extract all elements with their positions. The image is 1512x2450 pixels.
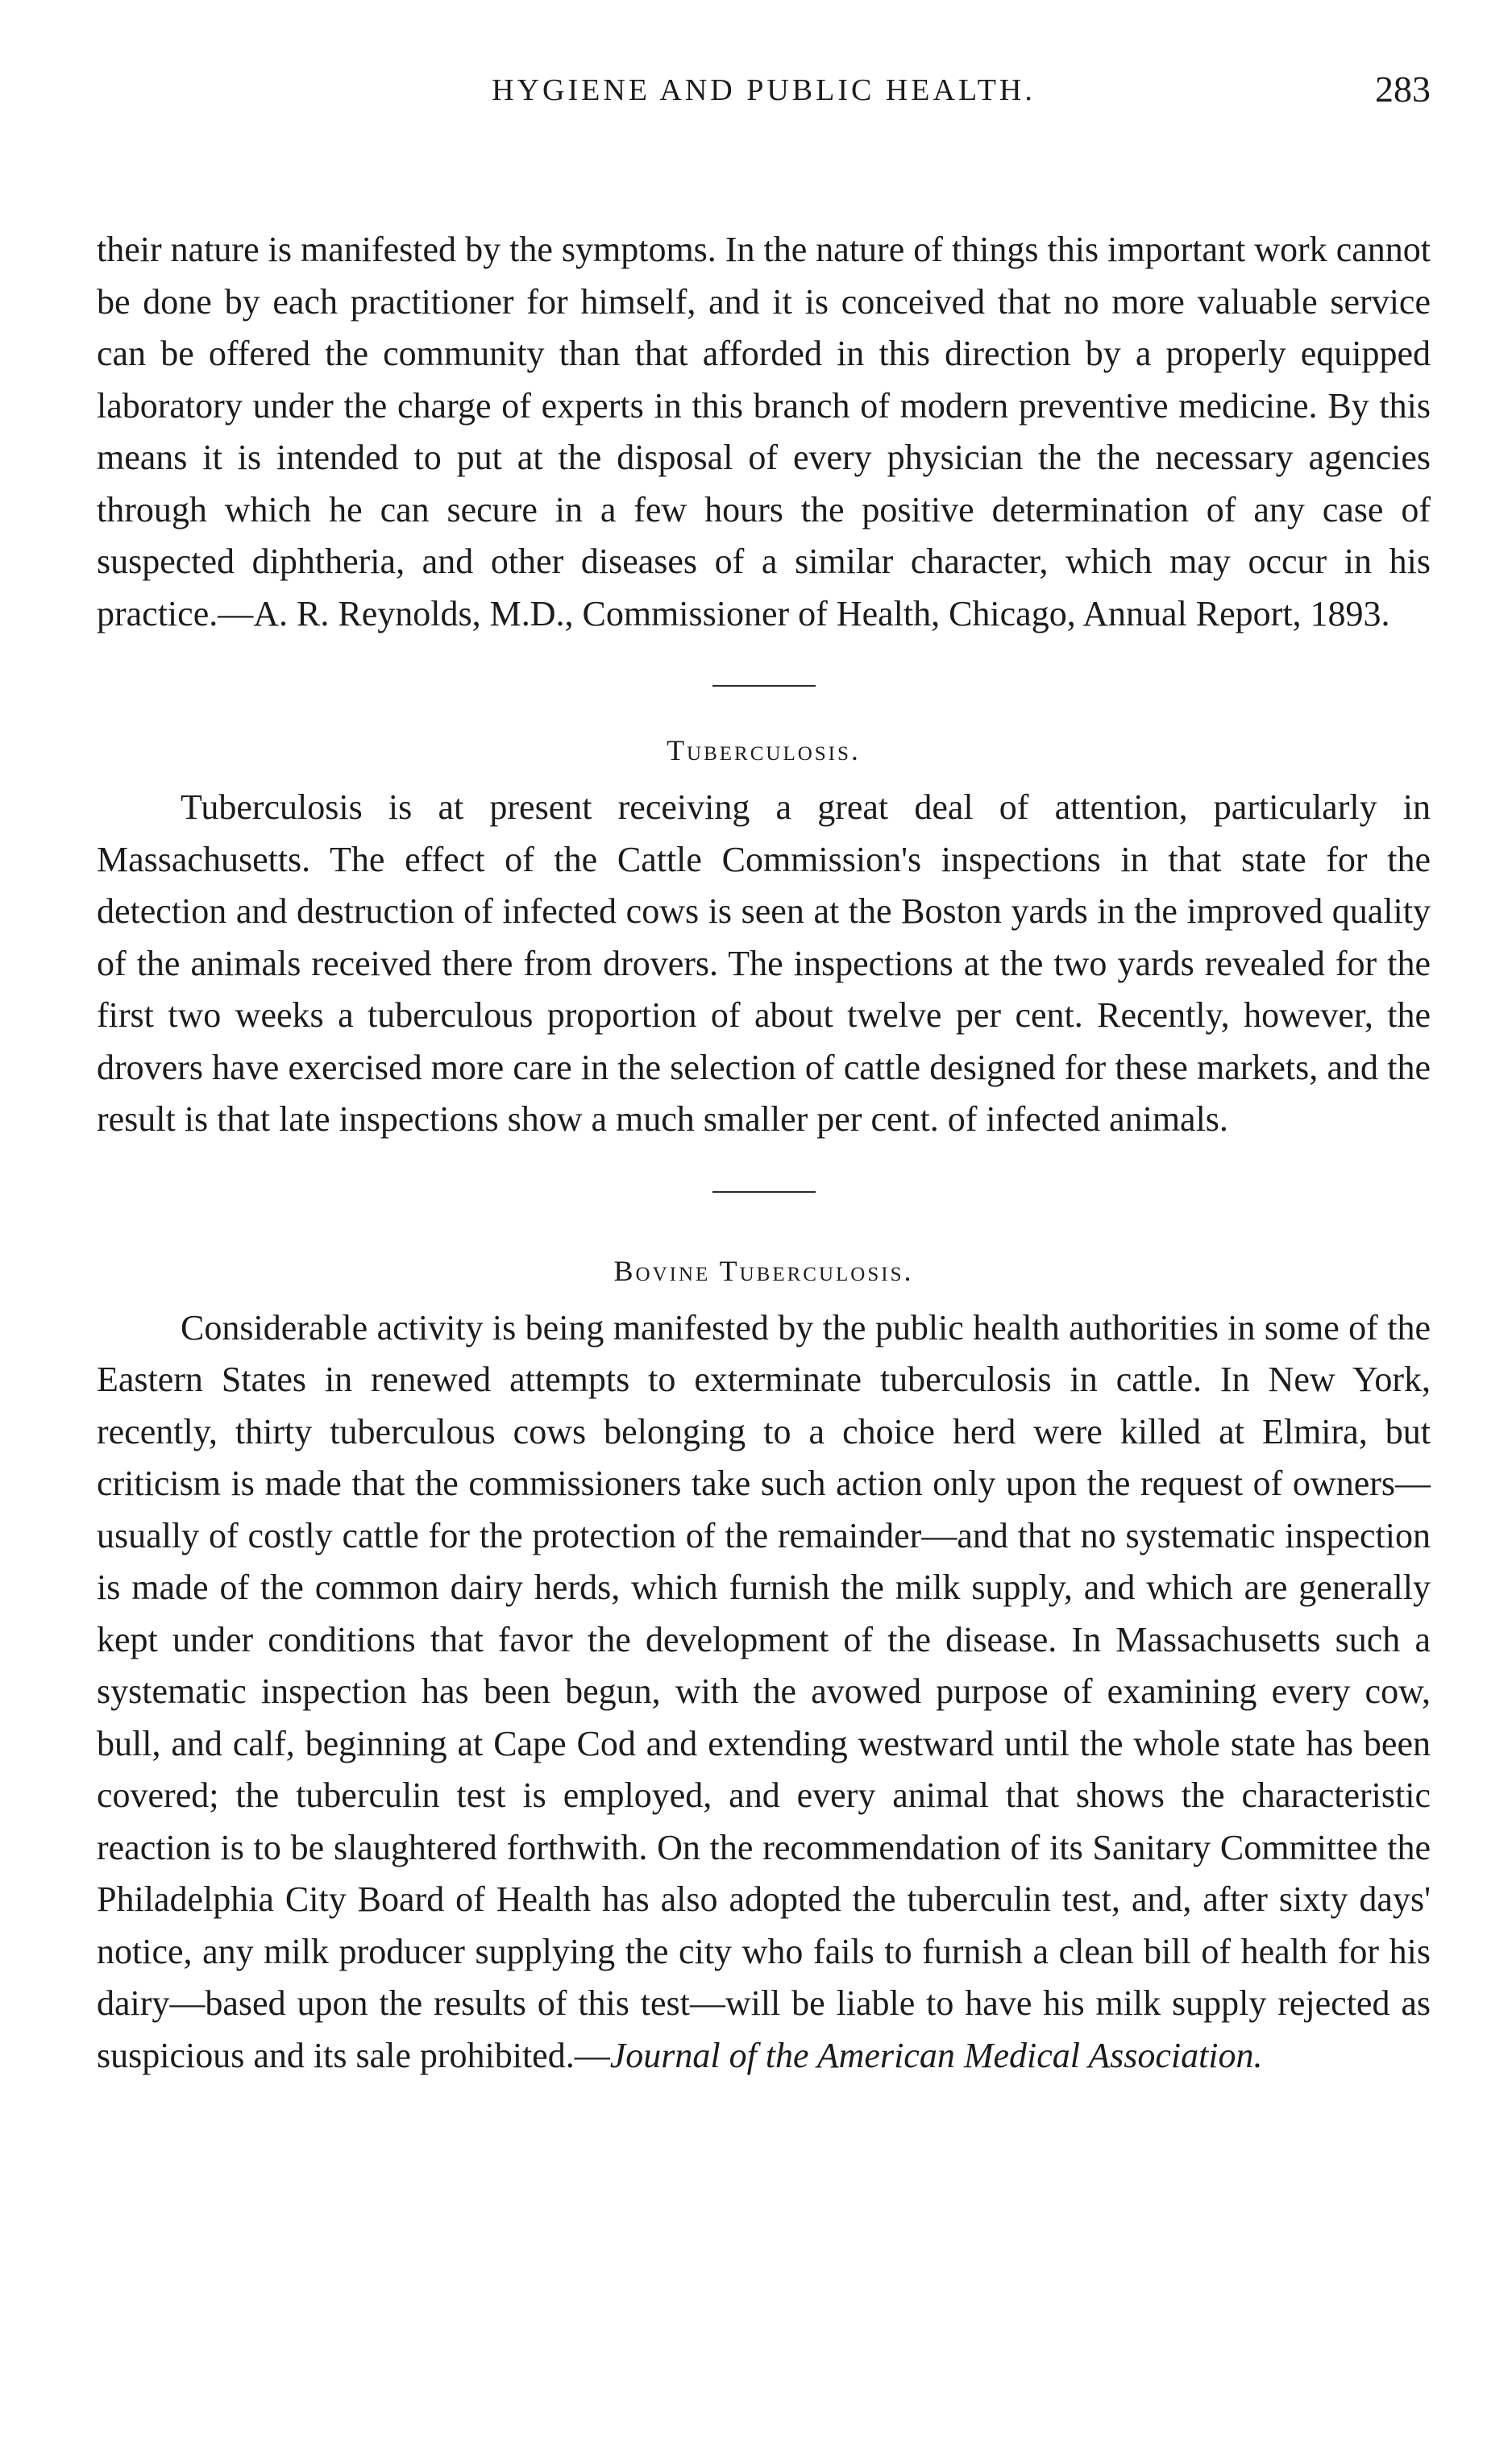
continued-paragraph: their nature is manifested by the symptoms. In the nature of things this important work cannot be done by each practitioner for himself, and it is conceived that no more valuable service can be offered the community than that afforded in this direction by a properly equipped laboratory under the charge of experts in this branch of modern preventive medicine. By this means it is intended to put at the disposal of every physician the the necessary agencies through which he can secure in a few hours the positive determination of any case of suspected diphtheria, and other diseases of a similar character, which may occur in his practice.—A. R. Reynolds, M.D., Commissioner of Health, Chicago, Annual Report, 1893.: [97, 230, 1431, 633]
section-divider: [712, 1191, 816, 1193]
citation-source: Journal of the American Medical Association.: [609, 2035, 1263, 2075]
running-title: HYGIENE AND PUBLIC HEALTH.: [492, 73, 1036, 107]
section-divider: [712, 685, 816, 687]
paragraph-bovine-tuberculosis: [97, 1302, 1431, 2082]
book-page: [97, 64, 1431, 2082]
running-head: [97, 64, 1431, 129]
paragraph-body: Considerable activity is being manifested by the public health authorities in some of the Eastern States in renewed attempts to exterminate tuberculosis in cattle. In New York, recently, thirty tuberculous cows belonging to a choice herd were killed at Elmira, but criticism is made that the commissioners take such action only upon the request of owners—usually of costly cattle for the protection of the remainder—and that no systematic inspection is made of the common dairy herds, which furnish the milk supply, and which are generally kept under conditions that favor the development of the disease. In Massachusetts such a systematic inspection has been begun, with the avowed purpose of examining every cow, bull, and calf, beginning at Cape Cod and extending westward until the whole state has been covered; the tuberculin test is employed, and every animal that shows the characteristic reaction is to be slaughtered forthwith. On the recommendation of its Sanitary Committee the Philadelphia City Board of Health has also adopted the tuberculin test, and, after sixty days' notice, any milk producer supplying the city who fails to furnish a clean bill of health for his dairy—based upon the results of this test—will be liable to have his milk supply rejected as suspicious and its sale prohibited.—: [97, 1307, 1431, 2075]
section-heading-bovine-tuberculosis: Bovine Tuberculosis.: [613, 1254, 914, 1287]
section-heading-tuberculosis: Tuberculosis.: [667, 734, 861, 766]
page-number: 283: [1375, 69, 1431, 110]
paragraph-tuberculosis: Tuberculosis is at present receiving a great deal of attention, particularly in Massachusetts. The effect of the Cattle Commission's inspections in that state for the detection and destruction of infected cows is seen at the Boston yards in the improved quality of the animals received there from drovers. The inspections at the two yards revealed for the first two weeks a tuberculous proportion of about twelve per cent. Recently, however, the drovers have exercised more care in the selection of cattle designed for these markets, and the result is that late inspections show a much smaller per cent. of infected animals.: [97, 787, 1431, 1139]
